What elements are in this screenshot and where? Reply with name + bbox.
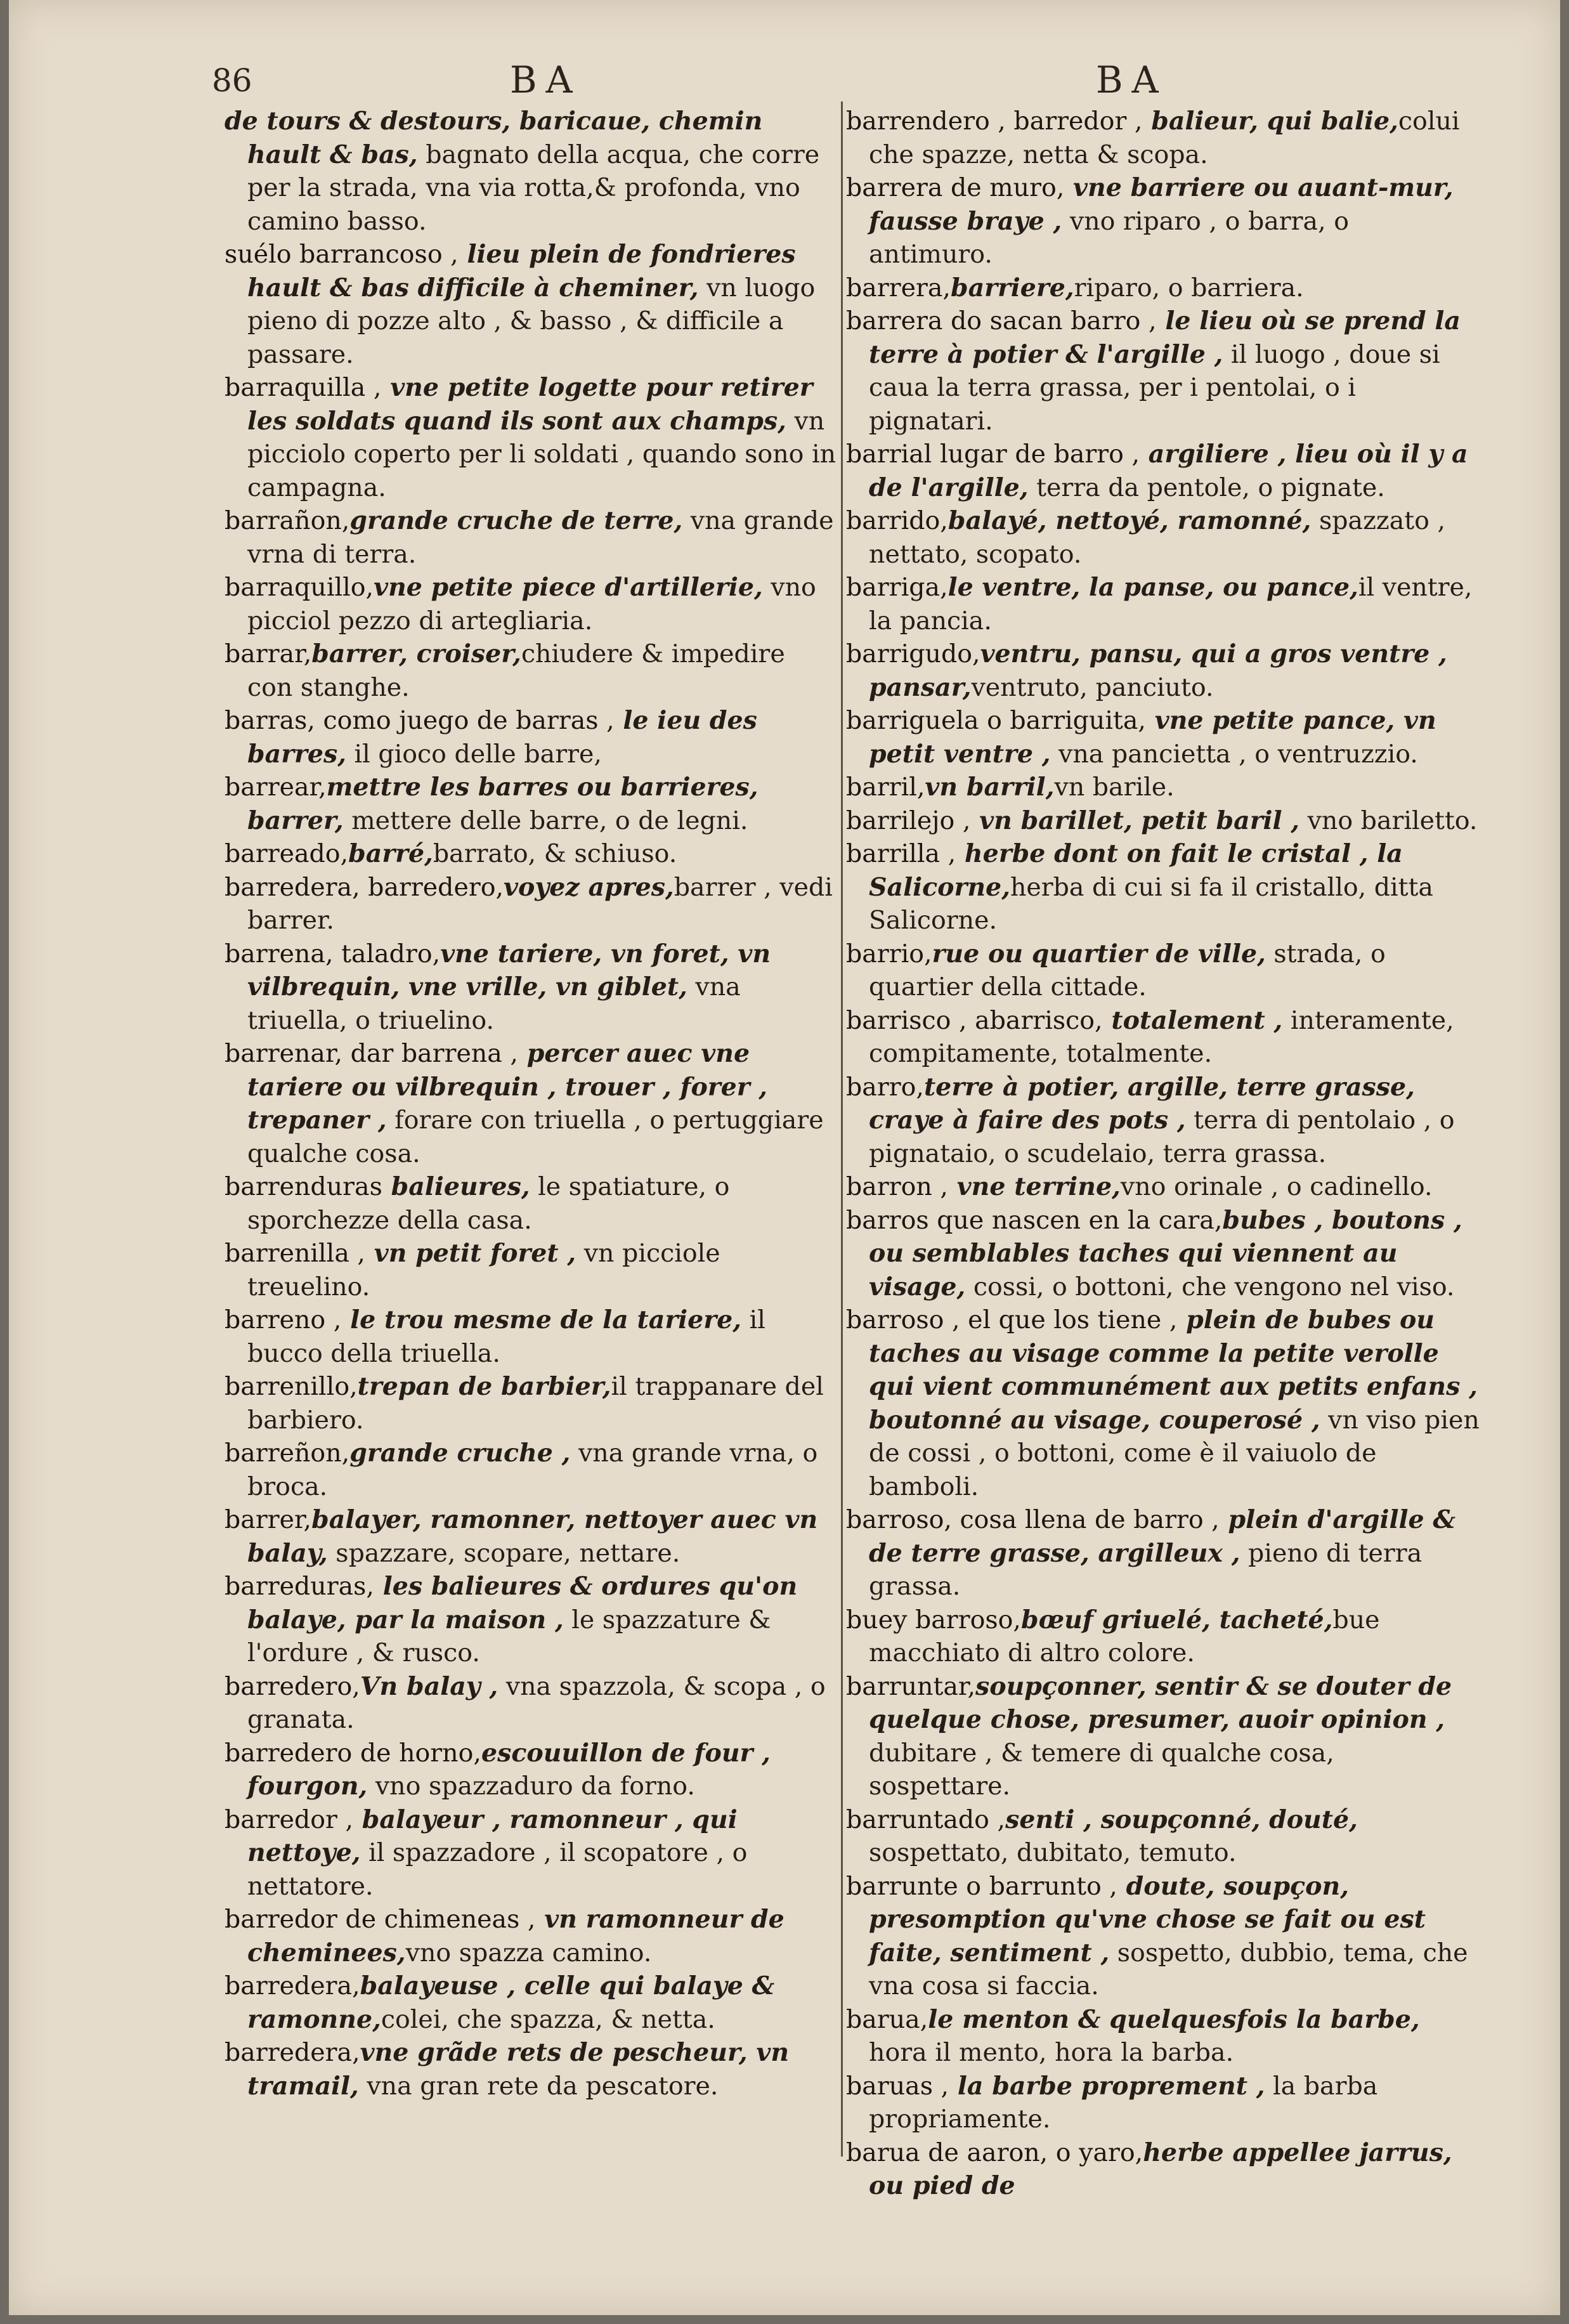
italian-gloss: riparo, o barriera. [1074, 273, 1304, 303]
french-gloss: bubes , boutons , ou semblables taches qui viennent au visage, [869, 1205, 1462, 1302]
dictionary-entry [225, 871, 837, 937]
italian-gloss: pieno di terra grassa. [869, 1538, 1423, 1601]
dictionary-entry [225, 1670, 837, 1737]
italian-gloss: vno spazzaduro da forno. [367, 1772, 695, 1801]
french-gloss: soupçonner, sentir & se douter de quelque chose, presumer, auoir opinion , [869, 1671, 1452, 1734]
dictionary-entry [225, 571, 837, 637]
french-gloss: vne tariere, vn foret, vn vilbrequin, vne vrille, vn giblet, [247, 939, 771, 1002]
dictionary-entry [846, 637, 1480, 704]
italian-gloss: il bucco della triuella. [247, 1305, 765, 1368]
headword: barrunte o barrunto , [846, 1871, 1117, 1901]
dictionary-entry [846, 1303, 1480, 1503]
italian-gloss: dubitare , & temere di qualche cosa, sospettare. [869, 1738, 1334, 1801]
italian-gloss: vno spazza camino. [405, 1938, 652, 1968]
dictionary-entry [846, 937, 1480, 1004]
french-gloss: le ieu des barres, [247, 706, 757, 769]
french-gloss: herbe appellee jarrus, ou pied de [869, 2138, 1452, 2200]
headword: barrera, [846, 273, 951, 303]
french-gloss: argiliere , lieu où il y a de l'argille, [869, 440, 1468, 502]
headword: barredor , [225, 1805, 354, 1834]
headword: barro, [846, 1072, 924, 1102]
headword: barreado, [225, 839, 349, 868]
headword: barua de aaron, o yaro, [846, 2138, 1143, 2167]
headword: barredera, barredero, [225, 872, 504, 902]
headword: barredor de chimeneas , [225, 1905, 536, 1934]
french-gloss: totalement , [1102, 1005, 1283, 1035]
dictionary-entry [225, 637, 837, 704]
dictionary-entry [225, 1803, 837, 1903]
italian-gloss: vna gran rete da pescatore. [358, 2071, 719, 2101]
french-gloss: ventru, pansu, qui a gros ventre , pansar, [869, 639, 1447, 702]
french-gloss: vne petite piece d'artillerie, [374, 573, 763, 602]
dictionary-entry [846, 504, 1480, 571]
french-gloss: barré, [348, 839, 433, 868]
headword: barrilejo , [846, 806, 971, 835]
french-gloss: lieu plein de fondrieres hault & bas difficile à cheminer, [247, 240, 796, 303]
french-gloss: doute, soupçon, presomption qu'vne chose se fait ou est faite, sentiment , [869, 1871, 1426, 1968]
headword: barrilla , [846, 839, 956, 868]
dictionary-page [9, 0, 1560, 2315]
dictionary-entry [846, 438, 1480, 504]
dictionary-entry [225, 1570, 837, 1670]
french-gloss: les balieures & ordures qu'on balaye, par la maison , [247, 1572, 798, 1635]
headword: barreñon, [225, 1439, 350, 1468]
french-gloss: bœuf griuelé, tacheté, [1020, 1605, 1333, 1635]
italian-gloss: mettere delle barre, o de legni. [343, 806, 748, 835]
headword: barrendero , barredor , [846, 107, 1143, 136]
headword: barredera, [225, 2038, 360, 2067]
dictionary-entry [846, 837, 1480, 937]
french-gloss: plein de bubes ou taches au visage comme la petite verolle qui vient communément aux petits enfans , boutonné au visage, couperosé , [869, 1305, 1478, 1435]
french-gloss: balieures, [382, 1172, 530, 1201]
headword: barraquilla , [225, 373, 382, 402]
running-head-left: BA [510, 58, 582, 101]
dictionary-entry [846, 1803, 1480, 1870]
french-gloss: barrer, croiser, [311, 639, 521, 669]
headword: barrar, [225, 639, 312, 669]
dictionary-entry [225, 771, 837, 837]
dictionary-entry [846, 2070, 1480, 2136]
headword: barruntar, [846, 1671, 975, 1701]
headword: barrio, [846, 939, 932, 969]
dictionary-entry [225, 238, 837, 371]
headword: barrañon, [225, 506, 350, 535]
headword: barrido, [846, 506, 948, 535]
headword: barroso , el que los tiene , [846, 1305, 1178, 1335]
dictionary-entry [225, 2036, 837, 2103]
italian-gloss: spazzare, scopare, nettare. [327, 1538, 680, 1568]
dictionary-entry [846, 1170, 1480, 1204]
italian-gloss: la barba propriamente. [869, 2071, 1378, 2134]
italian-gloss: cossi, o bottoni, che vengono nel viso. [965, 1272, 1455, 1302]
headword: barroso, cosa llena de barro , [846, 1505, 1220, 1534]
french-gloss: vne terrine, [947, 1172, 1121, 1201]
dictionary-entry [225, 1437, 837, 1503]
dictionary-entry [846, 771, 1480, 804]
french-gloss: trepan de barbier, [357, 1372, 611, 1401]
italian-gloss: vn picciolo coperto per li soldati , quando sono in campagna. [247, 406, 837, 502]
headword: barraquillo, [225, 573, 374, 602]
italian-gloss: il trappanare del barbiero. [247, 1372, 824, 1435]
headword: barrisco , abarrisco, [846, 1005, 1103, 1035]
headword: barredero, [225, 1671, 360, 1701]
headword: baruas , [846, 2071, 949, 2101]
french-gloss: le lieu où se prend la terre à potier & l'argille , [869, 306, 1461, 369]
headword: barrer, [225, 1505, 312, 1534]
italian-gloss: vna spazzola, & scopa , o granata. [247, 1671, 826, 1734]
dictionary-entry [225, 1037, 837, 1170]
dictionary-entry [225, 504, 837, 571]
dictionary-entry [225, 1370, 837, 1437]
italian-gloss: colei, che spazza, & netta. [381, 2004, 715, 2034]
dictionary-entry [846, 1670, 1480, 1803]
french-gloss: escouuillon de four , fourgon, [247, 1738, 771, 1801]
column-rule [841, 101, 843, 2157]
headword: barrenduras [225, 1172, 382, 1201]
dictionary-entry [846, 804, 1480, 838]
italian-gloss: vna triuella, o triuelino. [247, 972, 741, 1035]
italian-gloss: vn viso pien de cossi , o bottoni, come è il vaiuolo de bamboli. [869, 1405, 1480, 1501]
dictionary-entry [846, 1004, 1480, 1071]
french-gloss: senti , soupçonné, douté, [1005, 1805, 1358, 1834]
italian-gloss: vna pancietta , o ventruzzio. [1050, 739, 1418, 769]
french-gloss: plein d'argille & de terre grasse, argilleux , [869, 1505, 1456, 1568]
headword: barrial lugar de barro , [846, 440, 1140, 469]
headword: barruntado , [846, 1805, 1006, 1834]
headword: barreduras, [225, 1572, 374, 1601]
italian-gloss: bagnato della acqua, che corre per la strada, vna via rotta,& profonda, vno camino basso. [247, 140, 820, 236]
italian-gloss: il spazzadore , il scopatore , o nettatore. [247, 1838, 748, 1901]
italian-gloss: hora il mento, hora la barba. [869, 2038, 1234, 2067]
headword: barril, [846, 773, 925, 802]
italian-gloss: vno riparo , o barra, o antimuro. [869, 206, 1349, 269]
italian-gloss: bue macchiato di altro colore. [869, 1605, 1380, 1668]
italian-gloss: vna grande vrna di terra. [247, 506, 834, 569]
dictionary-entry [846, 2136, 1480, 2203]
french-gloss: le menton & quelquesfois la barbe, [928, 2004, 1420, 2034]
italian-gloss: il ventre, la pancia. [869, 573, 1473, 636]
french-gloss: balieur, qui balie, [1142, 107, 1398, 136]
dictionary-entry [225, 1737, 837, 1803]
dictionary-entry [846, 2003, 1480, 2070]
italian-gloss: forare con triuella , o pertuggiare qualche cosa. [247, 1106, 824, 1168]
headword: barriga, [846, 573, 948, 602]
dictionary-entry [846, 105, 1480, 171]
italian-gloss: strada, o quartier della cittade. [869, 939, 1386, 1002]
italian-gloss: barrato, & schiuso. [433, 839, 677, 868]
headword: barrigudo, [846, 639, 980, 669]
italian-gloss: ventruto, panciuto. [971, 672, 1214, 702]
headword: barrear, [225, 773, 327, 802]
dictionary-entry [846, 271, 1480, 305]
italian-gloss: vno orinale , o cadinello. [1120, 1172, 1433, 1201]
headword: barreno , [225, 1305, 342, 1335]
italian-gloss: vna grande vrna, o broca. [247, 1439, 818, 1501]
dictionary-entry [225, 937, 837, 1038]
headword: barrenillo, [225, 1372, 358, 1401]
italian-gloss: vn luogo pieno di pozze alto , & basso , & difficile a passare. [247, 273, 816, 369]
dictionary-entry [225, 1303, 837, 1370]
italian-gloss: sospettato, dubitato, temuto. [869, 1838, 1237, 1867]
italian-gloss: interamente, compitamente, totalmente. [869, 1005, 1454, 1068]
italian-gloss: vno bariletto. [1299, 806, 1478, 835]
dictionary-entry [225, 837, 837, 871]
right-column [846, 105, 1480, 2200]
dictionary-entry [846, 1071, 1480, 1171]
italian-gloss: spazzato , nettato, scopato. [869, 506, 1446, 569]
headword: suélo barrancoso , [225, 240, 459, 269]
dictionary-entry [225, 1503, 837, 1570]
french-gloss: vne grãde rets de pescheur, vn tramail, [247, 2038, 790, 2101]
french-gloss: herbe dont on fait le cristal , la Salicorne, [869, 839, 1403, 902]
french-gloss: vn barillet, petit baril , [970, 806, 1300, 835]
italian-gloss: terra di pentolaio , o pignataio, o scudelaio, terra grassa. [869, 1106, 1455, 1168]
french-gloss: balayeuse , celle qui balaye & ramonne, [247, 1971, 775, 2034]
italian-gloss: sospetto, dubbio, tema, che vna cosa si faccia. [869, 1938, 1468, 2001]
dictionary-entry [225, 1903, 837, 1969]
dictionary-entry [225, 1237, 837, 1303]
dictionary-entry [846, 1603, 1480, 1670]
left-column [225, 105, 837, 2115]
dictionary-entry [846, 171, 1480, 271]
running-head-right: BA [1096, 58, 1168, 101]
headword: barredera, [225, 1971, 360, 2001]
french-gloss: terre à potier, argille, terre grasse, craye à faire des pots , [869, 1072, 1415, 1135]
dictionary-entry [225, 371, 837, 504]
headword: buey barroso, [846, 1605, 1021, 1635]
french-gloss: vn barril, [925, 773, 1055, 802]
headword: barras, como juego de barras , [225, 706, 615, 735]
dictionary-entry [225, 704, 837, 771]
headword: barron , [846, 1172, 948, 1201]
french-gloss: vn ramonneur de cheminees, [247, 1905, 784, 1968]
french-gloss: vne petite pance, vn petit ventre , [869, 706, 1436, 769]
french-gloss: mettre les barres ou barrieres, barrer, [247, 773, 758, 835]
italian-gloss: vn picciole treuelino. [247, 1239, 720, 1302]
french-gloss: de tours & destours, baricaue, chemin hault & bas, [225, 107, 763, 169]
french-gloss: grande cruche , [349, 1439, 571, 1468]
italian-gloss: il gioco delle barre, [346, 739, 602, 769]
dictionary-entry [846, 1503, 1480, 1603]
headword: barrera de muro, [846, 173, 1065, 202]
italian-gloss: chiudere & impedire con stanghe. [247, 639, 785, 702]
french-gloss: Vn balay , [360, 1671, 498, 1701]
headword: barrera do sacan barro , [846, 306, 1157, 336]
headword: barros que nascen en la cara, [846, 1205, 1223, 1235]
french-gloss: grande cruche de terre, [349, 506, 683, 535]
italian-gloss: barrer , vedi barrer. [247, 872, 833, 935]
italian-gloss: vn barile. [1054, 773, 1175, 802]
french-gloss: la barbe proprement , [949, 2071, 1265, 2101]
french-gloss: balayer, ramonner, nettoyer auec vn balay, [247, 1505, 818, 1568]
french-gloss: balayé, nettoyé, ramonné, [947, 506, 1312, 535]
dictionary-entry [846, 704, 1480, 771]
headword: barrenar, dar barrena , [225, 1039, 518, 1068]
page-number: 86 [212, 62, 252, 99]
italian-gloss: le spazzature & l'ordure , & rusco. [247, 1605, 771, 1668]
dictionary-entry [846, 304, 1480, 438]
dictionary-entry [225, 1170, 837, 1237]
dictionary-entry [225, 105, 837, 238]
french-gloss: vne barriere ou auant-mur, fausse braye , [869, 173, 1454, 236]
dictionary-entry [846, 1870, 1480, 2003]
french-gloss: barriere, [950, 273, 1074, 303]
dictionary-entry [846, 1204, 1480, 1304]
french-gloss: percer auec vne tariere ou vilbrequin , trouer , forer , trepaner , [247, 1039, 768, 1135]
dictionary-entry [846, 571, 1480, 637]
italian-gloss: herba di cui si fa il cristallo, ditta Salicorne. [869, 872, 1433, 935]
french-gloss: voyez apres, [504, 872, 674, 902]
italian-gloss: vno picciol pezzo di artegliaria. [247, 573, 816, 636]
french-gloss: rue ou quartier de ville, [932, 939, 1266, 969]
headword: barriguela o barriguita, [846, 706, 1146, 735]
french-gloss: balayeur , ramonneur , qui nettoye, [247, 1805, 738, 1867]
italian-gloss: colui che spazze, netta & scopa. [869, 107, 1460, 169]
headword: barrenilla , [225, 1239, 365, 1268]
headword: barua, [846, 2004, 928, 2034]
french-gloss: vn petit foret , [365, 1239, 576, 1268]
italian-gloss: le spatiature, o sporchezze della casa. [247, 1172, 730, 1235]
headword: barredero de horno, [225, 1738, 481, 1768]
french-gloss: vne petite logette pour retirer les soldats quand ils sont aux champs, [247, 373, 813, 436]
headword: barrena, taladro, [225, 939, 441, 969]
italian-gloss: terra da pentole, o pignate. [1028, 473, 1385, 502]
french-gloss: le trou mesme de la tariere, [341, 1305, 742, 1335]
dictionary-entry [225, 1969, 837, 2036]
italian-gloss: il luogo , doue si caua la terra grassa, per i pentolai, o i pignatari. [869, 339, 1440, 436]
french-gloss: le ventre, la panse, ou pance, [947, 573, 1358, 602]
